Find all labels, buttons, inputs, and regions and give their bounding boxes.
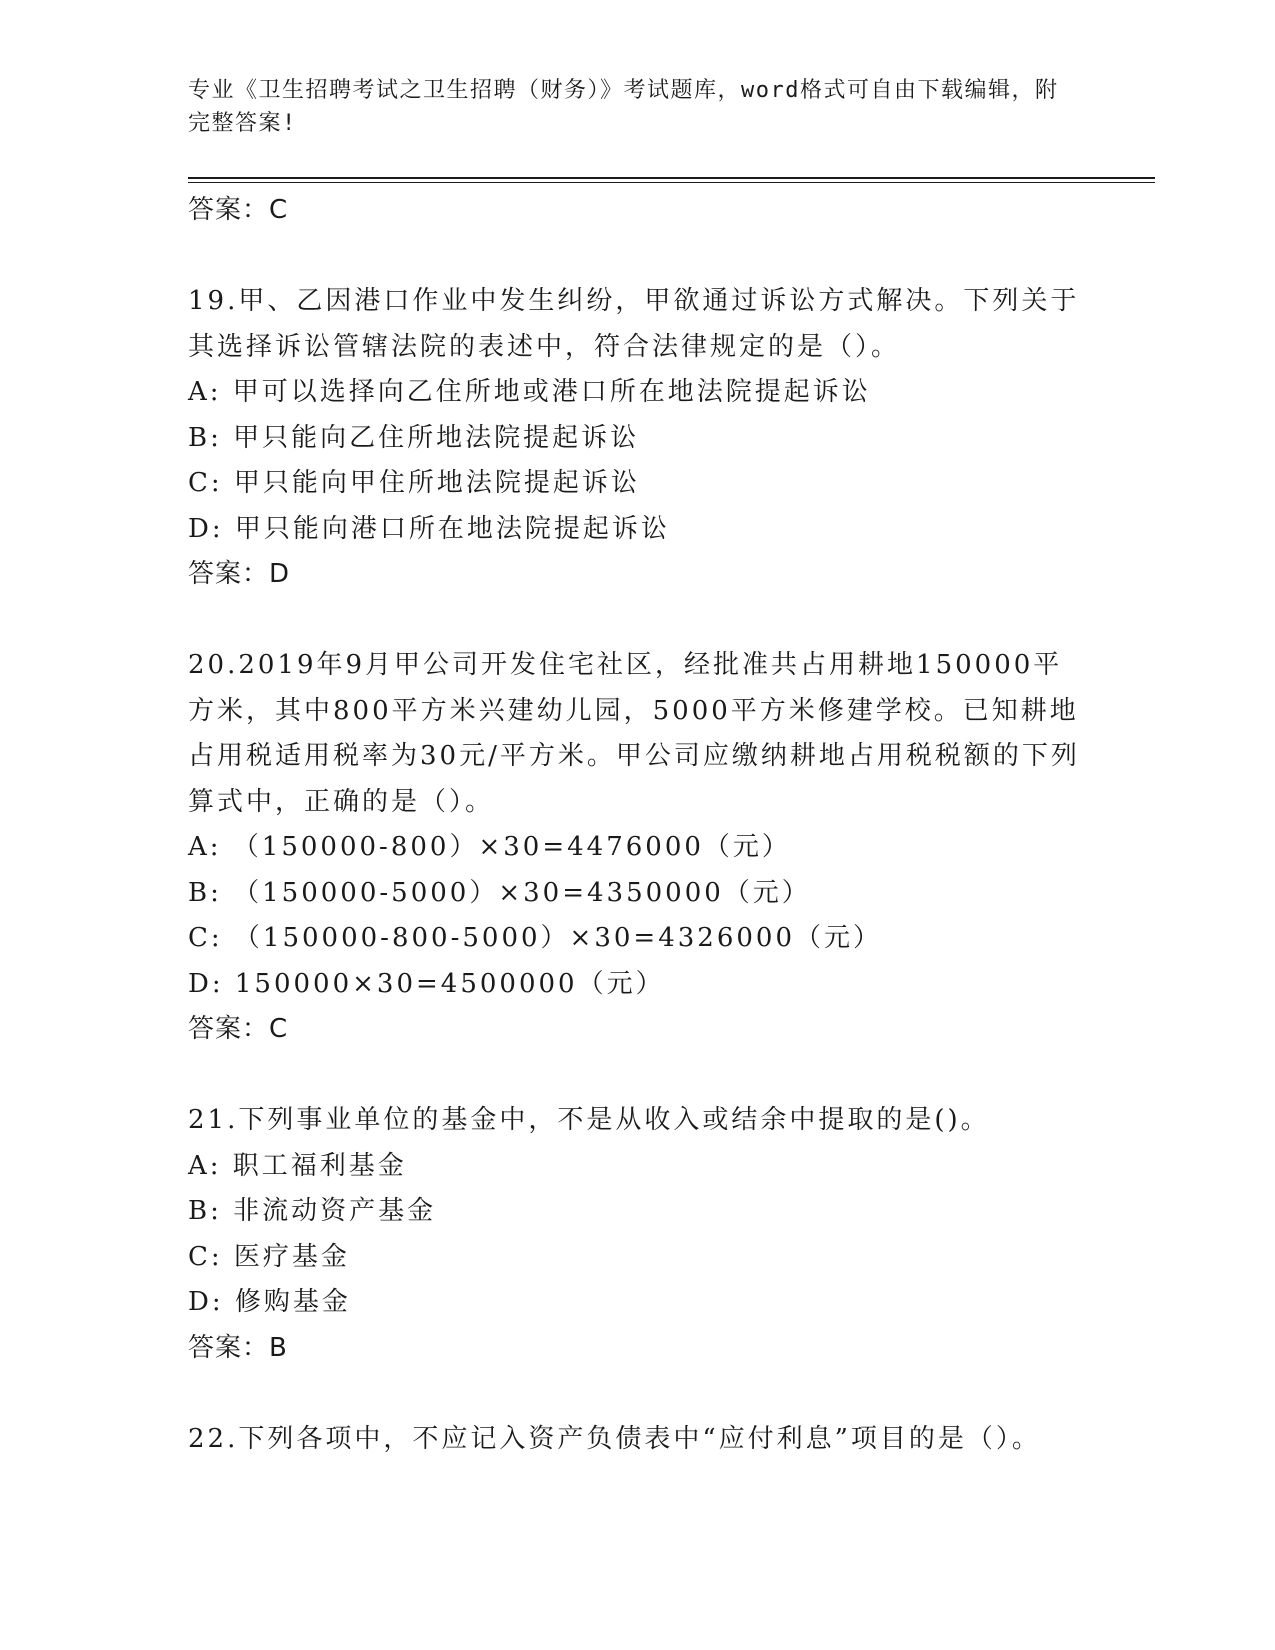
question-text: 19.甲、乙因港口作业中发生纠纷，甲欲通过诉讼方式解决。下列关于其选择诉讼管辖法院的表述中，符合法律规定的是（）。 — [188, 286, 1080, 362]
option-d: D: 150000×30=4500000（元） — [188, 968, 665, 999]
answer: 答案：C — [188, 1014, 289, 1044]
option-a: A: 职工福利基金 — [188, 1150, 407, 1181]
option-c: C: 甲只能向甲住所地法院提起诉讼 — [188, 468, 640, 498]
question-text: 20.2019年9月甲公司开发住宅社区，经批准共占用耕地150000平方米，其中800平方米兴建幼儿园，5000平方米修建学校。已知耕地占用税适用税率为30元/平方米。甲公司应缴纳耕地占用税税额的下列算式中，正确的是（）。 — [188, 650, 1080, 817]
question-text: 21.下列事业单位的基金中，不是从收入或结余中提取的是()。 — [188, 1105, 990, 1135]
header-divider-thin — [188, 182, 1155, 183]
question-19 — [188, 279, 1088, 597]
option-b: B: 甲只能向乙住所地法院提起诉讼 — [188, 422, 640, 453]
answer-prev: 答案：C — [188, 195, 289, 225]
question-22 — [188, 1417, 1088, 1463]
document-header: 专业《卫生招聘考试之卫生招聘（财务）》考试题库，word格式可自由下载编辑，附完整答案! — [188, 78, 1059, 136]
question-20 — [188, 643, 1088, 1052]
option-b: B: （150000-5000）×30=4350000（元） — [188, 877, 811, 908]
question-list — [188, 188, 1088, 1462]
question-21 — [188, 1098, 1088, 1371]
answer: 答案：D — [188, 559, 291, 589]
option-c: C: 医疗基金 — [188, 1241, 350, 1272]
header-divider-thick — [188, 177, 1155, 179]
question-text: 22.下列各项中，不应记入资产负债表中“应付利息”项目的是（）。 — [188, 1423, 1041, 1454]
option-c: C: （150000-800-5000）×30=4326000（元） — [188, 923, 882, 953]
answer: 答案：B — [188, 1332, 288, 1363]
option-d: D: 甲只能向港口所在地法院提起诉讼 — [188, 513, 670, 544]
option-b: B: 非流动资产基金 — [188, 1196, 437, 1226]
option-a: A: 甲可以选择向乙住所地或港口所在地法院提起诉讼 — [188, 377, 871, 407]
option-d: D: 修购基金 — [188, 1287, 351, 1317]
option-a: A: （150000-800）×30=4476000（元） — [188, 832, 791, 862]
